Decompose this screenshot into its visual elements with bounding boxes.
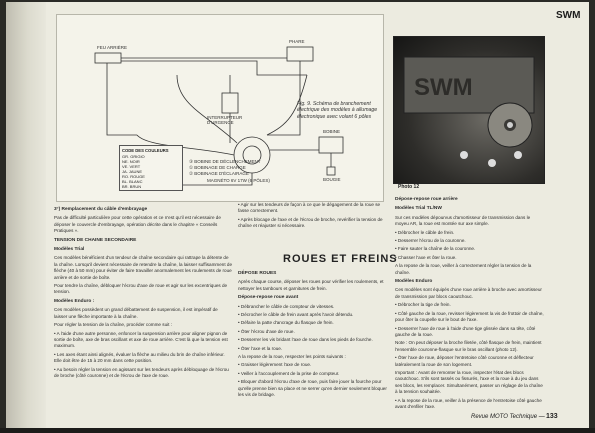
photo-engine-illustration	[394, 37, 544, 183]
bullet: • Desserrer les vis bridant l'axe de roue dans les pieds de fourche.	[238, 337, 373, 343]
bullet: • Chasser l'axe et ôter la roue.	[395, 254, 457, 260]
bullet: • Veiller à l'accouplement de la prise de compteur.	[238, 370, 340, 376]
section-heading: DÉPOSE ROUES	[238, 271, 277, 276]
subheading: Modèles Trial TL/NW	[395, 206, 442, 212]
svg-text:SWM: SWM	[414, 74, 473, 101]
bullet: • Débrancher le câble de compteur de vitesses.	[238, 303, 335, 309]
winding-note: ② BOBINAGE D'ÉCLAIRAGE	[189, 171, 249, 176]
paragraph: Sur ces modèles dépourvus d'amortisseur de transmission dans le moyeu AR, la roue est montée sur axe simple.	[395, 214, 531, 227]
legend-row: GR. GRIGIO	[122, 154, 145, 159]
middle-text-column	[238, 268, 388, 401]
paragraph: Ces modèles possèdent un grand débattement de suspension, il est impératif de laisser une flèche importante à la chaîne.	[54, 307, 218, 319]
bullet: • Décrocher le câble de frein avant après l'avoir détendu.	[238, 312, 354, 318]
winding-note: ③ BOBINE DE DÉCLENCHEMENT	[189, 159, 261, 164]
bullet: • Ôter l'écrou d'axe de roue.	[238, 328, 295, 334]
paragraph: • Au besoin régler la tension en agissant sur les tendeurs après débloquage de l'écrou de broche (côté couronne) et de l'écrou de l'axe de roue.	[54, 366, 229, 378]
spark-plug-label: BOUGIE	[323, 177, 341, 182]
scan-edge	[0, 428, 595, 433]
subheading: Modèles Enduro	[395, 279, 433, 285]
bullet: • Desserrer l'axe de roue à l'aide d'une tige glissée dans sa tête, côté gauche de la roue.	[395, 325, 536, 337]
binding-gutter	[6, 2, 46, 430]
left-text-column	[54, 204, 232, 381]
paragraph: • Après blocage de l'axe et de l'écrou de broche, revérifier la tension de chaîne et réajuster si nécessaire.	[238, 216, 383, 229]
section-title: ROUES ET FREINS	[283, 253, 398, 265]
legend-row: JA. JAUNE	[122, 169, 143, 174]
paragraph: Après chaque course, déposer les roues pour vérifier les roulements, et nettoyer les tambours et garnitures de frein.	[238, 279, 384, 291]
figure-caption: Fig. 9. Schéma de branchement électrique des modèles à allumage électronique avec volant 6 pôles	[297, 101, 378, 120]
middle-text-column-top	[238, 202, 388, 232]
document-page	[6, 2, 589, 430]
color-code-legend	[119, 145, 183, 191]
legend-row: RO. ROUGE	[122, 174, 145, 179]
rear-light-shape	[95, 53, 121, 63]
subheading: Modèles Enduro :	[54, 298, 95, 304]
brand-header: SWM	[556, 10, 581, 21]
legend-row: BL. BLANC	[122, 179, 143, 184]
bullet: • Faire sauter la chaîne de la couronne.	[395, 246, 476, 252]
bullet: • Débrocher le câble de frein.	[395, 229, 455, 235]
section-heading: Dépose-repose roue arrière	[395, 197, 458, 202]
right-text-column	[395, 194, 545, 412]
switch-label: INTERRUPTEUR D'URGENCE	[207, 115, 243, 125]
bullet: • Défaire la patte d'ancrage du flasque de frein.	[238, 320, 334, 326]
bullet: • Côté gauche de la roue, revisser légèrement la vis de frottoir de chaîne, pour ôter la coupelle sur le bout de l'axe.	[395, 310, 544, 323]
bullet: • Débrocher la tige de frein.	[395, 302, 451, 308]
headlight-label: PHARE	[289, 39, 305, 44]
bullet: Note : On peut déposer la broche filetée, côté flasque de frein, maintient l'ensemble couronne-flasque sur le bras oscillant (photo 12).	[395, 340, 542, 352]
bullet: • Desserrer l'écrou de la couronne.	[395, 238, 466, 244]
winding-note: ① BOBINAGE DE CHARGE	[189, 165, 246, 170]
bullet: • Ôter l'axe et la roue.	[238, 345, 283, 351]
legend-row: BR. BRUN	[122, 184, 142, 189]
headlight-shape	[287, 47, 313, 61]
legend-row: VE. VERT	[122, 164, 141, 169]
section-heading: 3°) Remplacement du câble d'embrayage	[54, 207, 148, 212]
bullet: A la repose de la roue, respecter les points suivants :	[238, 354, 346, 360]
page-number: 133	[546, 413, 558, 420]
section-heading: TENSION DE CHAINE SECONDAIRE	[54, 237, 137, 243]
photo-12	[393, 36, 545, 184]
legend-row: NE. NOIR	[122, 159, 140, 164]
paragraph: • Agir sur les tendeurs de façon à ce que le dégagement de la roue se fasse correctement.	[238, 202, 381, 214]
subheading: Modèles Trial	[54, 247, 85, 253]
subheading: Dépose-repose roue avant	[238, 295, 299, 301]
paragraph: Pour tendre la chaîne, débloquer l'écrou d'axe de roue et agir sur les excentriques de tension.	[54, 283, 228, 295]
legend-title: CODE DES COULEURS	[122, 148, 169, 153]
bullet: • A la repose de la roue, veiller à la présence de l'entretoise côté gauche avant d'enfiler l'axe.	[395, 397, 542, 409]
paragraph: Pour régler la tension de la chaîne, procéder comme suit :	[54, 322, 172, 328]
paragraph: Pas de difficulté particulière pour cette opération et ce n'est qu'il est nécessaire de déposer le couvercle d'embrayage, opération décrite dans le chapitre « Conseils Pratiques ».	[54, 215, 221, 234]
paragraph: Ces modèles sont équipés d'une roue arrière à broche avec amortisseur de transmission par blocs caoutchouc.	[395, 287, 542, 299]
bullet: • Ôter l'axe de roue, déposer l'entretoise côté couronne et déflecteur latéralement la roue de son logement.	[395, 355, 534, 367]
spark-plug-shape	[327, 167, 335, 175]
magneto-label: MAGNÉTO 6V 17W (6 PÔLES)	[207, 178, 270, 183]
magazine-footer: Revue MOTO Technique —	[471, 414, 545, 420]
coil-label: BOBINE	[323, 129, 341, 134]
bullet: • Graisser légèrement l'axe de roue.	[238, 362, 312, 368]
rear-light-label: FEU ARRIÈRE	[97, 45, 128, 50]
coil-shape	[319, 137, 343, 153]
switch-shape	[222, 93, 238, 113]
paragraph: • Les axes étant ainsi alignés, évaluer la flèche au milieu du brin de chaîne inférieur. Elle doit être de 15 à 20 mm dans cette position.	[54, 351, 225, 364]
wiring-diagram	[56, 14, 384, 202]
paragraph: Ces modèles bénéficient d'un tendeur de chaîne secondaire qui rattrape la détente de la chaîne. Lorsqu'il devient nécessaire de retendre la chaîne, la laisser suffisamment de flèche (40 à 50 mm) pour éviter de faire travailler anormalement les roulements de roue arrière et de sortie de boîte.	[54, 255, 233, 280]
bullet: A la repose de la roue, veiller à correctement régler la tension de la chaîne.	[395, 263, 532, 275]
bullet: Important : Avant de remonter la roue, inspecter l'état des blocs caoutchouc. S'ils sont tassés ou fissurés, l'axe et la roue à du jeu dans ses blocs, les remplacer. Simultanément, passer un réglage de la chaîne à la tension souhaitée.	[395, 369, 543, 395]
paragraph: • A l'aide d'une autre personne, enfoncer la suspension arrière pour aligner pignon de sortie de boîte, axe de bras oscillant et axe de roue arrière. C'est là que la tension est maximum.	[54, 330, 228, 349]
bullet: • Bloquer d'abord l'écrou d'axe de roue, puis faire jouer la fourche pour qu'elle prenne bien sa place et ne serrer qu'en dernier seulement bloquer les vis de bridage.	[238, 379, 387, 398]
photo-caption: Photo 12	[398, 184, 420, 190]
